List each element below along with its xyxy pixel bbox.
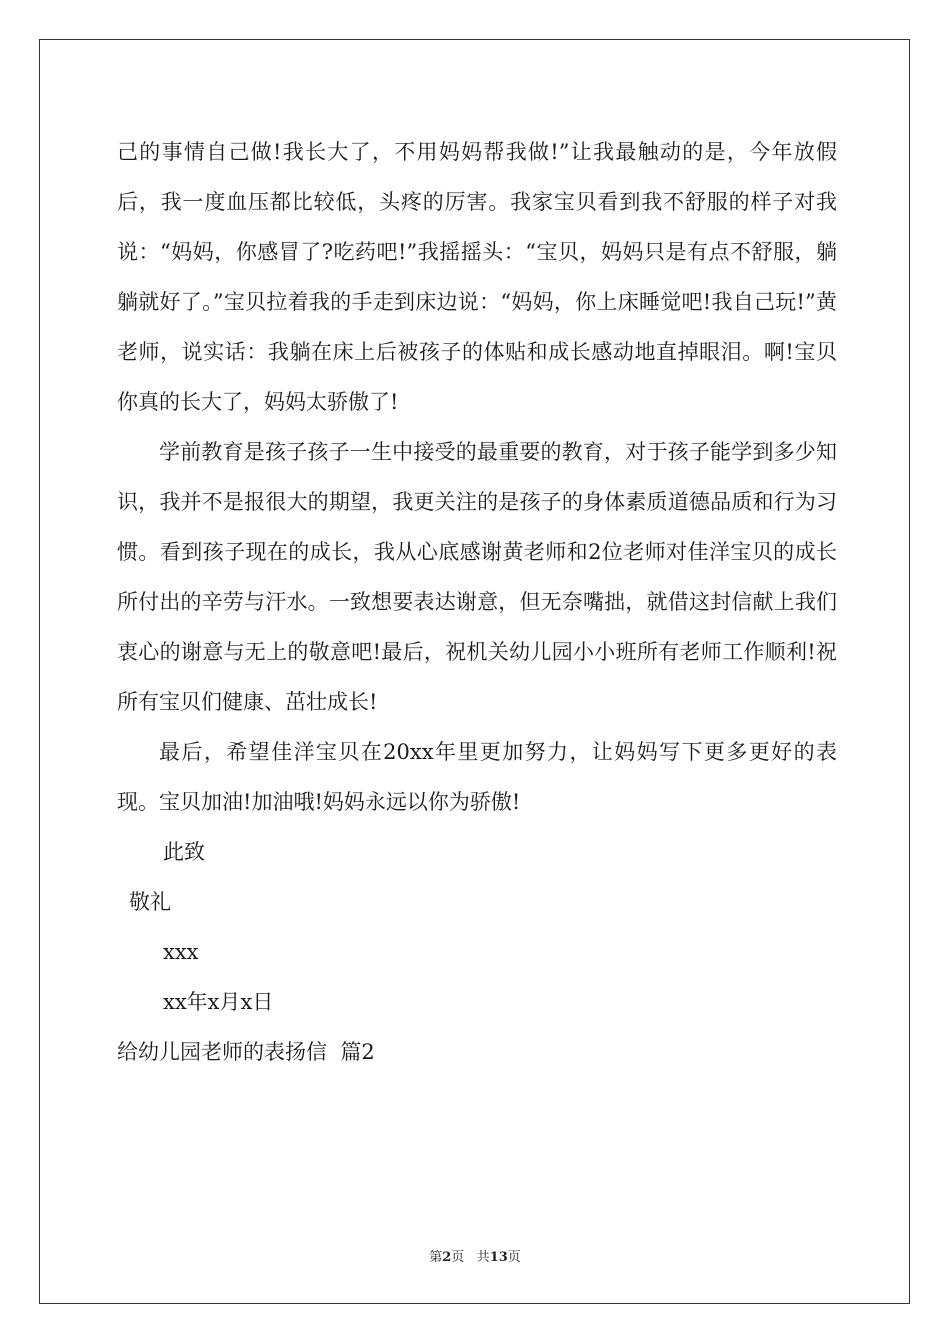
paragraph-1: 己的事情自己做!我长大了，不用妈妈帮我做!”让我最触动的是，今年放假后，我一度血压都比较低，头疼的厉害。我家宝贝看到我不舒服的样子对我说：“妈妈，你感冒了?吃药吧!”我摇摇头：“宝贝，妈妈只是有点不舒服，躺躺就好了。”宝贝拉着我的手走到床边说：“妈妈，你上床睡觉吧!我自己玩!”黄老师，说实话：我躺在床上后被孩子的体贴和成长感动地直掉眼泪。啊!宝贝你真的长大了，妈妈太骄傲了! [117,140,837,414]
footer-prefix: 第 [429,1250,443,1265]
salutation-text: 敬礼 [129,890,171,914]
footer-total-prefix: 共 [476,1250,490,1265]
page-footer [0,1246,950,1265]
section-heading: 给幼儿园老师的表扬信 篇2 [117,1040,375,1064]
letter-body [117,127,837,1077]
footer-page-suffix: 页 [451,1250,465,1265]
paragraph-2: 学前教育是孩子孩子一生中接受的最重要的教育，对于孩子能学到多少知识，我并不是报很大的期望，我更关注的是孩子的身体素质道德品质和行为习惯。看到孩子现在的成长，我从心底感谢黄老师和2位老师对佳洋宝贝的成长所付出的辛劳与汗水。一致想要表达谢意，但无奈嘴拙，就借这封信献上我们衷心的谢意与无上的敬意吧!最后，祝机关幼儿园小小班所有老师工作顺利!祝所有宝贝们健康、茁壮成长! [117,440,837,714]
total-page-count: 13 [489,1250,508,1265]
closing-text: 此致 [163,840,205,864]
footer-total-suffix: 页 [507,1250,521,1265]
current-page-number: 2 [442,1250,452,1265]
signature-text: xxx [163,940,199,964]
paragraph-3: 最后，希望佳洋宝贝在20xx年里更加努力，让妈妈写下更多更好的表现。宝贝加油!加油哦!妈妈永远以你为骄傲! [117,740,837,814]
date-text: xx年x月x日 [163,990,274,1014]
